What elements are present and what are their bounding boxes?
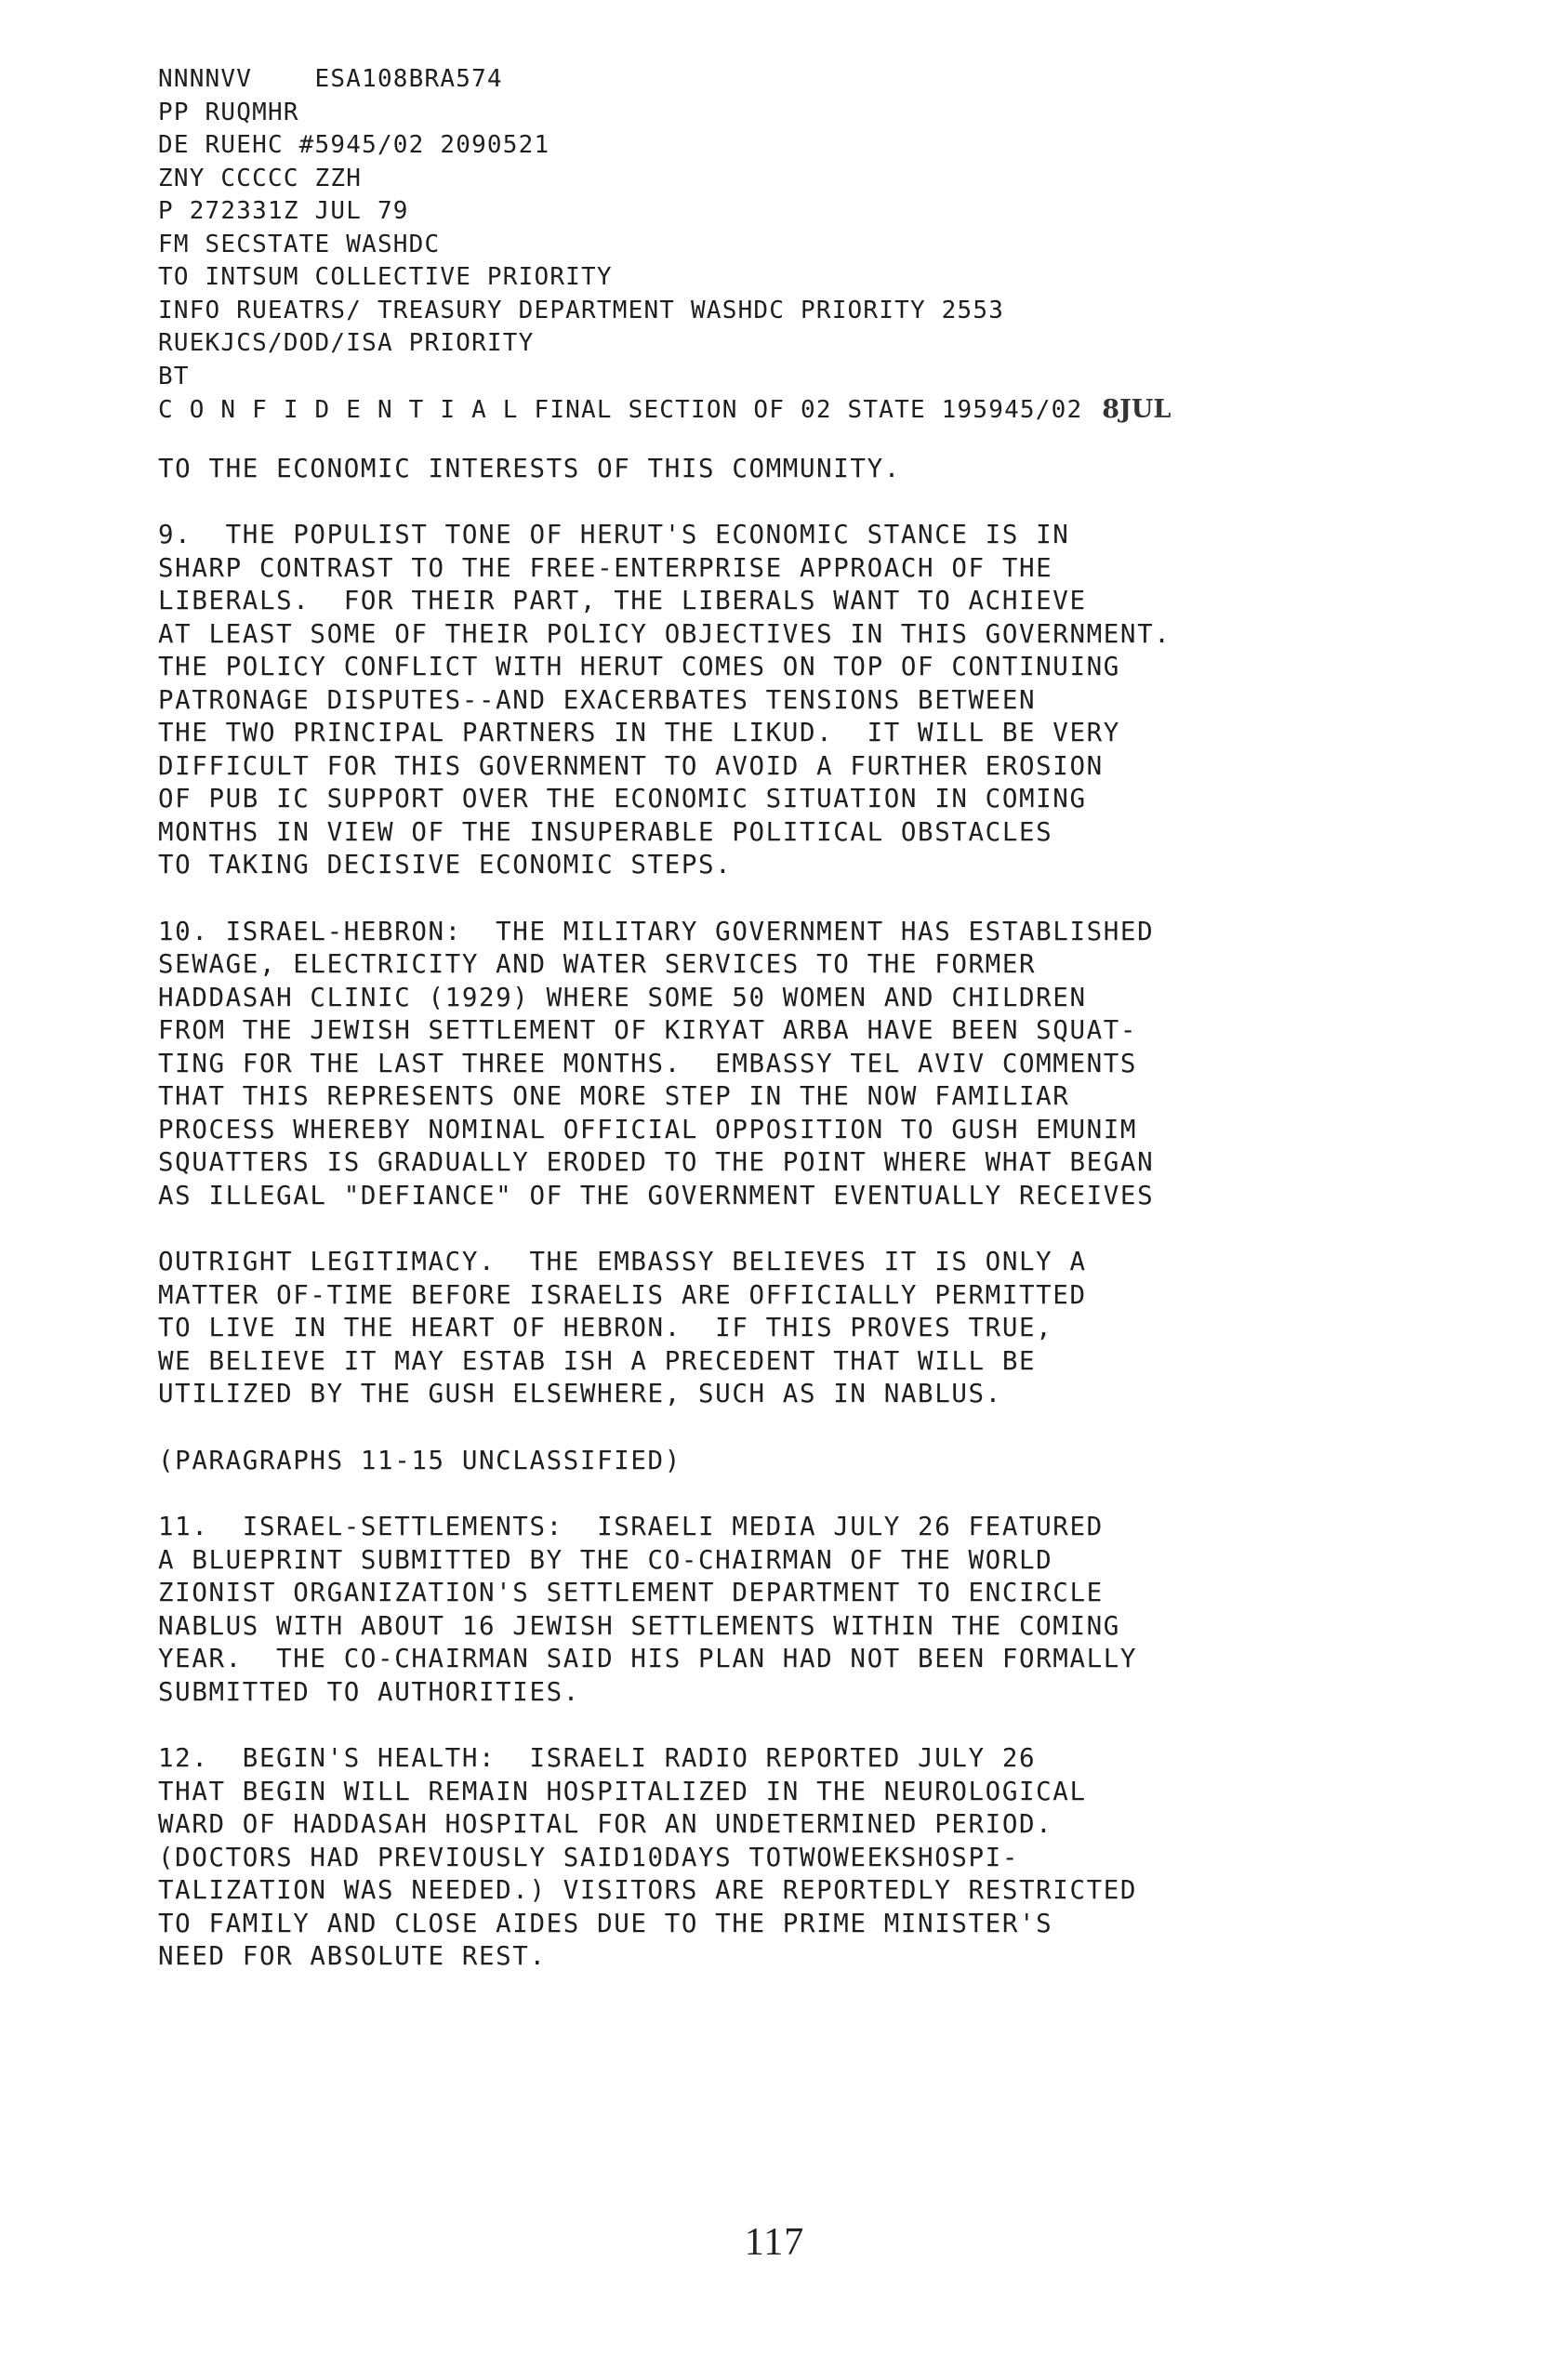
text-line: THE POLICY CONFLICT WITH HERUT COMES ON TOP OF CONTINUING bbox=[158, 652, 1120, 681]
text-line: YEAR. THE CO-CHAIRMAN SAID HIS PLAN HAD NOT BEEN FORMALLY bbox=[158, 1644, 1138, 1673]
text-line: 9. THE POPULIST TONE OF HERUT'S ECONOMIC STANCE IS IN bbox=[158, 520, 1070, 549]
text-line: NABLUS WITH ABOUT 16 JEWISH SETTLEMENTS WITHIN THE COMING bbox=[158, 1610, 1120, 1641]
cable-header bbox=[158, 63, 1357, 427]
classification-note bbox=[158, 1445, 1357, 1478]
text-line: TO LIVE IN THE HEART OF HEBRON. IF THIS PROVES TRUE, bbox=[158, 1313, 1053, 1342]
text-line: MATTER OF-TIME BEFORE ISRAELIS ARE OFFICIALLY PERMITTED bbox=[158, 1279, 1087, 1310]
text-line: TING FOR THE LAST THREE MONTHS. EMBASSY TEL AVIV COMMENTS bbox=[158, 1048, 1138, 1078]
text-line: DIFFICULT FOR THIS GOVERNMENT TO AVOID A FURTHER EROSION bbox=[158, 750, 1104, 781]
text-line: 12. BEGIN'S HEALTH: ISRAELI RADIO REPORTED JULY 26 bbox=[158, 1743, 1037, 1773]
text-line: THAT THIS REPRESENTS ONE MORE STEP IN THE NOW FAMILIAR bbox=[158, 1081, 1070, 1111]
paragraph-9 bbox=[158, 519, 1357, 882]
page-number: 117 bbox=[744, 2221, 805, 2264]
paragraph-10-continued bbox=[158, 1246, 1357, 1411]
header-line: BT bbox=[158, 362, 190, 390]
text-line: AT LEAST SOME OF THEIR POLICY OBJECTIVES IN THIS GOVERNMENT. bbox=[158, 618, 1172, 649]
text-line: SHARP CONTRAST TO THE FREE-ENTERPRISE APPROACH OF THE bbox=[158, 552, 1053, 583]
paragraph-12 bbox=[158, 1742, 1357, 1974]
text-line: SEWAGE, ELECTRICITY AND WATER SERVICES TO THE FORMER bbox=[158, 949, 1037, 979]
text-line: PROCESS WHEREBY NOMINAL OFFICIAL OPPOSITION TO GUSH EMUNIM bbox=[158, 1114, 1138, 1144]
text-line: TO THE ECONOMIC INTERESTS OF THIS COMMUNITY. bbox=[158, 453, 901, 483]
text-line: SUBMITTED TO AUTHORITIES. bbox=[158, 1676, 580, 1707]
text-line: 11. ISRAEL-SETTLEMENTS: ISRAELI MEDIA JULY 26 FEATURED bbox=[158, 1512, 1104, 1541]
header-line: ZNY CCCCC ZZH bbox=[158, 164, 363, 192]
header-line: DE RUEHC #5945/02 2090521 bbox=[158, 131, 550, 159]
text-line: (PARAGRAPHS 11-15 UNCLASSIFIED) bbox=[158, 1445, 682, 1475]
date-stamp: 8JUL bbox=[1102, 395, 1172, 424]
text-line: THAT BEGIN WILL REMAIN HOSPITALIZED IN THE NEUROLOGICAL bbox=[158, 1776, 1087, 1806]
text-line: A BLUEPRINT SUBMITTED BY THE CO-CHAIRMAN OF THE WORLD bbox=[158, 1544, 1053, 1575]
header-line: INFO RUEATRS/ TREASURY DEPARTMENT WASHDC PRIORITY 2553 bbox=[158, 296, 1005, 324]
text-line: ZIONIST ORGANIZATION'S SETTLEMENT DEPARTMENT TO ENCIRCLE bbox=[158, 1578, 1104, 1607]
text-line: NEED FOR ABSOLUTE REST. bbox=[158, 1941, 547, 1971]
text-line: TO FAMILY AND CLOSE AIDES DUE TO THE PRIME MINISTER'S bbox=[158, 1908, 1053, 1938]
text-line: WARD OF HADDASAH HOSPITAL FOR AN UNDETERMINED PERIOD. bbox=[158, 1809, 1053, 1839]
text-line: 10. ISRAEL-HEBRON: THE MILITARY GOVERNMENT HAS ESTABLISHED bbox=[158, 916, 1155, 946]
text-line: FROM THE JEWISH SETTLEMENT OF KIRYAT ARBA HAVE BEEN SQUAT- bbox=[158, 1015, 1138, 1045]
text-line: PATRONAGE DISPUTES--AND EXACERBATES TENSIONS BETWEEN bbox=[158, 684, 1037, 715]
paragraph-11 bbox=[158, 1511, 1357, 1709]
text-line: TALIZATION WAS NEEDED.) VISITORS ARE REPORTEDLY RESTRICTED bbox=[158, 1875, 1138, 1905]
text-line: (DOCTORS HAD PREVIOUSLY SAID10DAYS TOTWOWEEKSHOSPI- bbox=[158, 1842, 1019, 1872]
text-line: MONTHS IN VIEW OF THE INSUPERABLE POLITICAL OBSTACLES bbox=[158, 816, 1053, 847]
text-line: SQUATTERS IS GRADUALLY ERODED TO THE POINT WHERE WHAT BEGAN bbox=[158, 1147, 1155, 1177]
header-line: NNNNVV ESA108BRA574 bbox=[158, 65, 503, 93]
text-line: THE TWO PRINCIPAL PARTNERS IN THE LIKUD. IT WILL BE VERY bbox=[158, 718, 1120, 747]
header-line: TO INTSUM COLLECTIVE PRIORITY bbox=[158, 263, 613, 291]
cable-text bbox=[158, 63, 1357, 1974]
text-line: HADDASAH CLINIC (1929) WHERE SOME 50 WOMEN AND CHILDREN bbox=[158, 982, 1087, 1012]
header-line: RUEKJCS/DOD/ISA PRIORITY bbox=[158, 329, 535, 357]
paragraph-continuation bbox=[158, 453, 1357, 486]
header-line: PP RUQMHR bbox=[158, 98, 299, 126]
text-line: OUTRIGHT LEGITIMACY. THE EMBASSY BELIEVES IT IS ONLY A bbox=[158, 1247, 1087, 1276]
text-line: AS ILLEGAL "DEFIANCE" OF THE GOVERNMENT EVENTUALLY RECEIVES bbox=[158, 1180, 1155, 1210]
text-line: UTILIZED BY THE GUSH ELSEWHERE, SUCH AS IN NABLUS. bbox=[158, 1379, 1002, 1408]
text-line: LIBERALS. FOR THEIR PART, THE LIBERALS WANT TO ACHIEVE bbox=[158, 586, 1087, 615]
paragraph-10 bbox=[158, 916, 1357, 1213]
text-line: WE BELIEVE IT MAY ESTAB ISH A PRECEDENT THAT WILL BE bbox=[158, 1345, 1037, 1376]
header-line: FM SECSTATE WASHDC bbox=[158, 230, 441, 258]
text-line: OF PUB IC SUPPORT OVER THE ECONOMIC SITUATION IN COMING bbox=[158, 784, 1087, 813]
classification-text: C O N F I D E N T I A L FINAL SECTION OF 02 STATE 195945/02 bbox=[158, 396, 1083, 424]
classification-line bbox=[158, 393, 1357, 427]
header-line: P 272331Z JUL 79 bbox=[158, 197, 409, 225]
text-line: TO TAKING DECISIVE ECONOMIC STEPS. bbox=[158, 850, 733, 879]
